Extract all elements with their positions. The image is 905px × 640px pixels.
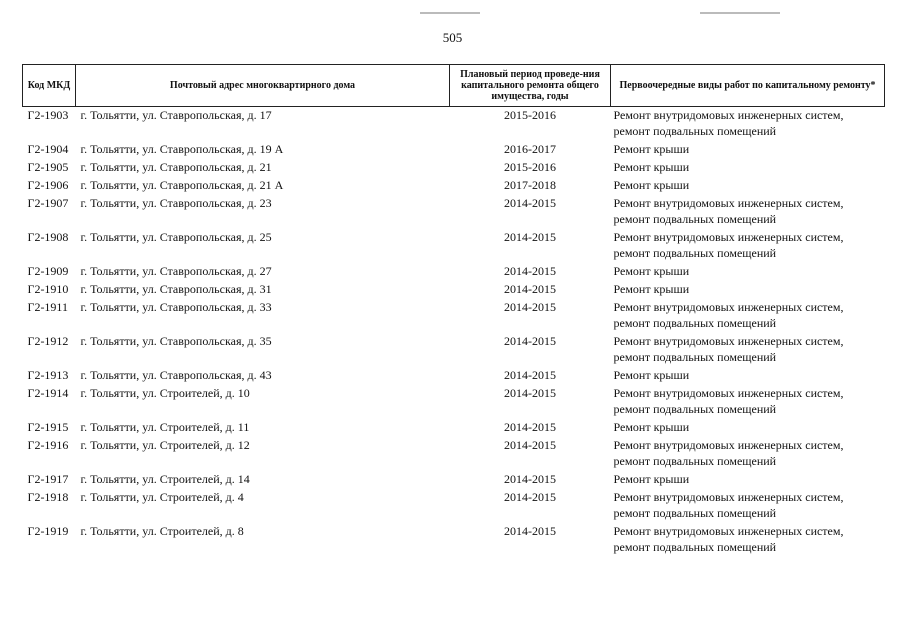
cell-code: Г2-1916 [27, 438, 69, 452]
cell-code: Г2-1911 [27, 300, 68, 314]
cell-address: г. Тольятти, ул. Строителей, д. 8 [80, 524, 244, 538]
table-body [23, 107, 885, 558]
works-line: Ремонт внутридомовых инженерных систем, [613, 196, 844, 210]
cell-period: 2014-2015 [504, 264, 556, 278]
works-line: Ремонт крыши [613, 282, 690, 296]
works-line: Ремонт крыши [613, 142, 690, 156]
works-line: ремонт подвальных помещений [613, 540, 777, 554]
cell-works [611, 281, 885, 299]
cell-code: Г2-1914 [27, 386, 69, 400]
works-line: ремонт подвальных помещений [613, 316, 777, 330]
cell-period: 2015-2016 [504, 160, 556, 174]
cell-period: 2014-2015 [504, 386, 556, 400]
cell-address: г. Тольятти, ул. Строителей, д. 10 [80, 386, 250, 400]
cell-works [611, 177, 885, 195]
cell-works [611, 437, 885, 471]
cell-works [611, 195, 885, 229]
table-row [23, 195, 885, 229]
cell-period: 2014-2015 [504, 472, 556, 486]
header-period: Плановый период проведе-ния капитального ремонта общего имущества, годы [450, 65, 611, 107]
works-line: ремонт подвальных помещений [613, 212, 777, 226]
cell-works [611, 263, 885, 281]
header-code: Код МКД [23, 65, 76, 107]
cell-address: г. Тольятти, ул. Ставропольская, д. 19 А [80, 142, 284, 156]
works-line: ремонт подвальных помещений [613, 454, 777, 468]
cell-works [611, 419, 885, 437]
cell-period: 2014-2015 [504, 420, 556, 434]
table-row [23, 299, 885, 333]
cell-works [611, 299, 885, 333]
cell-period: 2014-2015 [504, 438, 556, 452]
works-line: Ремонт внутридомовых инженерных систем, [613, 334, 844, 348]
cell-address: г. Тольятти, ул. Строителей, д. 12 [80, 438, 250, 452]
cell-works [611, 523, 885, 557]
works-line: Ремонт крыши [613, 420, 690, 434]
cell-address: г. Тольятти, ул. Ставропольская, д. 43 [80, 368, 272, 382]
cell-period: 2014-2015 [504, 300, 556, 314]
works-line: ремонт подвальных помещений [613, 124, 777, 138]
cell-period: 2017-2018 [504, 178, 556, 192]
cell-code: Г2-1903 [27, 108, 69, 122]
cell-address: г. Тольятти, ул. Ставропольская, д. 35 [80, 334, 272, 348]
cell-address: г. Тольятти, ул. Ставропольская, д. 27 [80, 264, 272, 278]
works-line: Ремонт крыши [613, 264, 690, 278]
cell-code: Г2-1909 [27, 264, 69, 278]
cell-period: 2014-2015 [504, 196, 556, 210]
works-line: Ремонт крыши [613, 160, 690, 174]
cell-code: Г2-1910 [27, 282, 69, 296]
cell-address: г. Тольятти, ул. Ставропольская, д. 23 [80, 196, 272, 210]
cell-code: Г2-1905 [27, 160, 69, 174]
works-line: Ремонт внутридомовых инженерных систем, [613, 386, 844, 400]
cell-address: г. Тольятти, ул. Ставропольская, д. 25 [80, 230, 272, 244]
table-row [23, 523, 885, 557]
scan-mark-right [700, 12, 780, 14]
works-line: Ремонт крыши [613, 368, 690, 382]
cell-code: Г2-1915 [27, 420, 69, 434]
cell-code: Г2-1904 [27, 142, 69, 156]
cell-address: г. Тольятти, ул. Ставропольская, д. 17 [80, 108, 272, 122]
works-line: Ремонт внутридомовых инженерных систем, [613, 108, 844, 122]
cell-address: г. Тольятти, ул. Ставропольская, д. 33 [80, 300, 272, 314]
table-row [23, 263, 885, 281]
cell-period: 2014-2015 [504, 524, 556, 538]
works-line: Ремонт внутридомовых инженерных систем, [613, 230, 844, 244]
table-row [23, 385, 885, 419]
cell-works [611, 107, 885, 142]
cell-code: Г2-1913 [27, 368, 69, 382]
table-row [23, 229, 885, 263]
cell-works [611, 385, 885, 419]
cell-works [611, 367, 885, 385]
page-number: 505 [442, 30, 463, 45]
cell-period: 2014-2015 [504, 368, 556, 382]
header-works: Первоочередные виды работ по капитальному ремонту* [611, 65, 885, 107]
header-address: Почтовый адрес многоквартирного дома [76, 65, 450, 107]
table-row [23, 107, 885, 142]
works-line: Ремонт внутридомовых инженерных систем, [613, 438, 844, 452]
cell-works [611, 229, 885, 263]
table-row [23, 281, 885, 299]
cell-code: Г2-1919 [27, 524, 69, 538]
cell-address: г. Тольятти, ул. Ставропольская, д. 21 [80, 160, 272, 174]
works-line: Ремонт внутридомовых инженерных систем, [613, 524, 844, 538]
table-row [23, 141, 885, 159]
table-row [23, 437, 885, 471]
cell-period: 2014-2015 [504, 230, 556, 244]
repair-table [22, 64, 885, 557]
table-header-row [23, 65, 885, 107]
cell-works [611, 159, 885, 177]
cell-address: г. Тольятти, ул. Строителей, д. 14 [80, 472, 250, 486]
works-line: Ремонт крыши [613, 472, 690, 486]
cell-code: Г2-1917 [27, 472, 69, 486]
table-row [23, 489, 885, 523]
cell-code: Г2-1912 [27, 334, 69, 348]
table-row [23, 367, 885, 385]
works-line: ремонт подвальных помещений [613, 246, 777, 260]
works-line: Ремонт крыши [613, 178, 690, 192]
table-row [23, 159, 885, 177]
works-line: Ремонт внутридомовых инженерных систем, [613, 300, 844, 314]
cell-code: Г2-1906 [27, 178, 69, 192]
cell-code: Г2-1908 [27, 230, 69, 244]
cell-code: Г2-1907 [27, 196, 69, 210]
cell-works [611, 141, 885, 159]
cell-works [611, 333, 885, 367]
works-line: ремонт подвальных помещений [613, 350, 777, 364]
cell-works [611, 471, 885, 489]
works-line: ремонт подвальных помещений [613, 506, 777, 520]
cell-period: 2014-2015 [504, 334, 556, 348]
table-row [23, 471, 885, 489]
cell-period: 2016-2017 [504, 142, 556, 156]
cell-works [611, 489, 885, 523]
cell-period: 2015-2016 [504, 108, 556, 122]
works-line: ремонт подвальных помещений [613, 402, 777, 416]
table-row [23, 333, 885, 367]
cell-period: 2014-2015 [504, 282, 556, 296]
cell-address: г. Тольятти, ул. Ставропольская, д. 31 [80, 282, 272, 296]
works-line: Ремонт внутридомовых инженерных систем, [613, 490, 844, 504]
cell-address: г. Тольятти, ул. Строителей, д. 11 [80, 420, 250, 434]
cell-period: 2014-2015 [504, 490, 556, 504]
cell-code: Г2-1918 [27, 490, 69, 504]
table-row [23, 419, 885, 437]
scan-mark-left [420, 12, 480, 14]
table-row [23, 177, 885, 195]
cell-address: г. Тольятти, ул. Ставропольская, д. 21 А [80, 178, 284, 192]
cell-address: г. Тольятти, ул. Строителей, д. 4 [80, 490, 244, 504]
